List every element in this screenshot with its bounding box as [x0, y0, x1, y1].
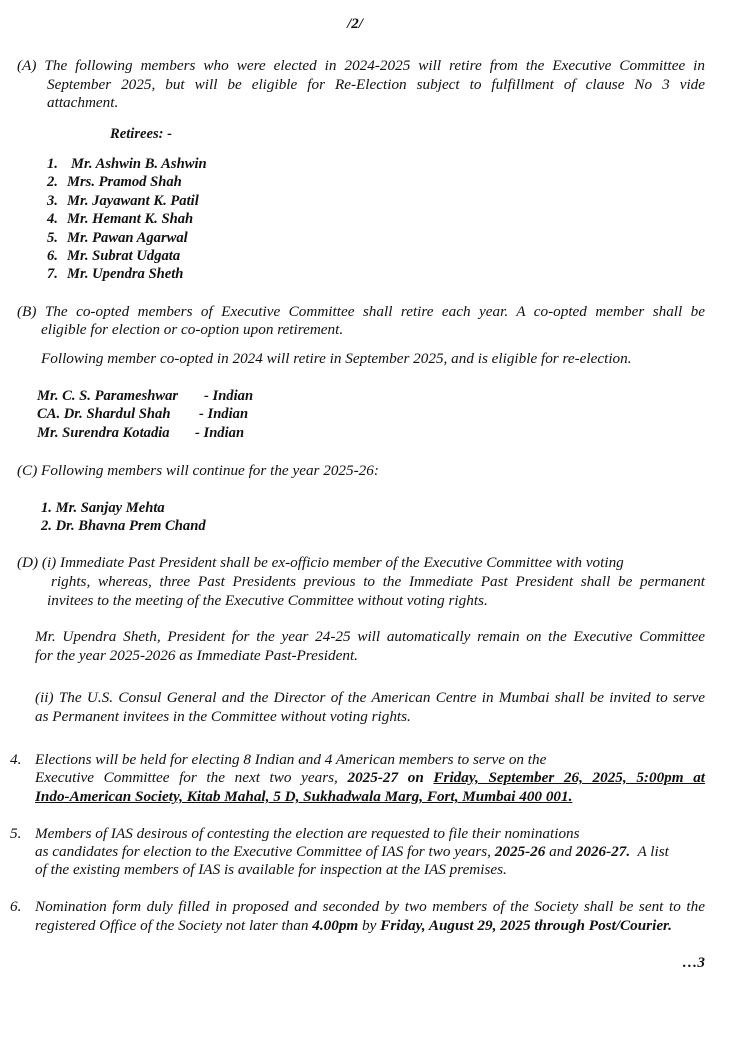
- election-years: 2025-27: [347, 769, 399, 786]
- item-4-line-1: Elections will be held for electing 8 Indian and 4 American members to serve on the: [35, 751, 547, 768]
- retirees-list: [47, 155, 207, 284]
- sheth-line-2: for the year 2025-2026 as Immediate Past-President.: [35, 647, 358, 664]
- list-item: 1. Mr. Sanjay Mehta: [41, 500, 165, 516]
- continuing-members-list: [41, 499, 206, 536]
- section-b-label: (B): [17, 303, 37, 320]
- section-d-line-2: rights, whereas, three Past Presidents previous to the Immediate Past President shall be permanent: [51, 573, 705, 590]
- election-datetime: Friday, September 26, 2025, 5:00pm at: [433, 769, 706, 786]
- list-item: 1. Mr. Ashwin B. Ashwin: [47, 156, 207, 172]
- section-d-ii-line-2: as Permanent invitees in the Committee without voting rights.: [35, 708, 411, 725]
- section-b-line-1: (B) The co-opted members of Executive Committee shall retire each year. A co-opted member shall be: [17, 303, 706, 320]
- election-venue: Indo-American Society, Kitab Mahal, 5 D, Sukhadwala Marg, Fort, Mumbai 400 001.: [35, 788, 573, 805]
- section-a-line-1: (A) The following members who were elected in 2024-2025 will retire from the Executive Committee in: [17, 57, 705, 74]
- section-c-line: (C) Following members will continue for the year 2025-26:: [17, 462, 379, 479]
- item-4-line-2: Executive Committee for the next two years, 2025-27 on Friday, September 26, 2025, 5:00pm at: [35, 769, 706, 786]
- section-d-line-3: invitees to the meeting of the Executive Committee without voting rights.: [47, 592, 488, 609]
- page-number: /2/: [347, 16, 363, 32]
- item-6-line-1: Nomination form duly filled in proposed and seconded by two members of the Society shall be sent to the: [35, 898, 705, 915]
- retirees-heading: Retirees: -: [110, 126, 173, 142]
- list-item: Mr. Surendra Kotadia - Indian: [37, 424, 245, 441]
- continued-marker: …3: [682, 954, 705, 971]
- list-item: 2. Dr. Bhavna Prem Chand: [41, 518, 206, 535]
- section-b-line-2: eligible for election or co-option upon retirement.: [41, 321, 344, 338]
- item-6-number: 6.: [10, 898, 22, 915]
- list-item: 3. Mr. Jayawant K. Patil: [47, 192, 199, 209]
- list-item: 4. Mr. Hemant K. Shah: [47, 211, 194, 228]
- section-a-line-2: September 2025, but will be eligible for Re-Election subject to fulfillment of clause No 3 vide: [47, 76, 705, 93]
- sheth-line-1: Mr. Upendra Sheth, President for the year 24-25 will automatically remain on the Executive Committee: [35, 628, 705, 645]
- list-item: 6. Mr. Subrat Udgata: [47, 248, 181, 265]
- list-item: 2. Mrs. Pramod Shah: [47, 174, 182, 191]
- section-d-label: (D): [17, 554, 39, 571]
- coopted-list: [37, 387, 253, 442]
- item-5-line-1: Members of IAS desirous of contesting the election are requested to file their nominations: [35, 825, 580, 842]
- section-b-note: Following member co-opted in 2024 will retire in September 2025, and is eligible for re-election.: [41, 350, 632, 367]
- deadline-time: 4.00pm: [312, 917, 359, 934]
- deadline-date: Friday, August 29, 2025 through Post/Courier.: [380, 917, 672, 934]
- list-item: CA. Dr. Shardul Shah - Indian: [37, 406, 249, 423]
- item-5-number: 5.: [10, 825, 22, 842]
- list-item: Mr. C. S. Parameshwar - Indian: [37, 388, 254, 404]
- list-item: 5. Mr. Pawan Agarwal: [47, 229, 188, 246]
- section-c-label: (C): [17, 462, 38, 479]
- section-a-label: (A): [17, 57, 37, 74]
- list-item: 7. Mr. Upendra Sheth: [47, 266, 184, 283]
- section-a-line-3: attachment.: [47, 94, 119, 111]
- item-4-number: 4.: [10, 751, 22, 768]
- section-d-ii-line-1: (ii) The U.S. Consul General and the Director of the American Centre in Mumbai shall be invited to serve: [35, 689, 705, 706]
- section-d-line-1: (D) (i) Immediate Past President shall be ex-officio member of the Executive Committee with voting: [17, 554, 624, 571]
- item-6-line-2: registered Office of the Society not later than 4.00pm by Friday, August 29, 2025 through Post/Courier.: [35, 917, 672, 934]
- item-5-line-2: as candidates for election to the Executive Committee of IAS for two years, 2025-26 and 2026-27. A list: [35, 843, 669, 860]
- item-5-line-3: of the existing members of IAS is available for inspection at the IAS premises.: [35, 861, 507, 878]
